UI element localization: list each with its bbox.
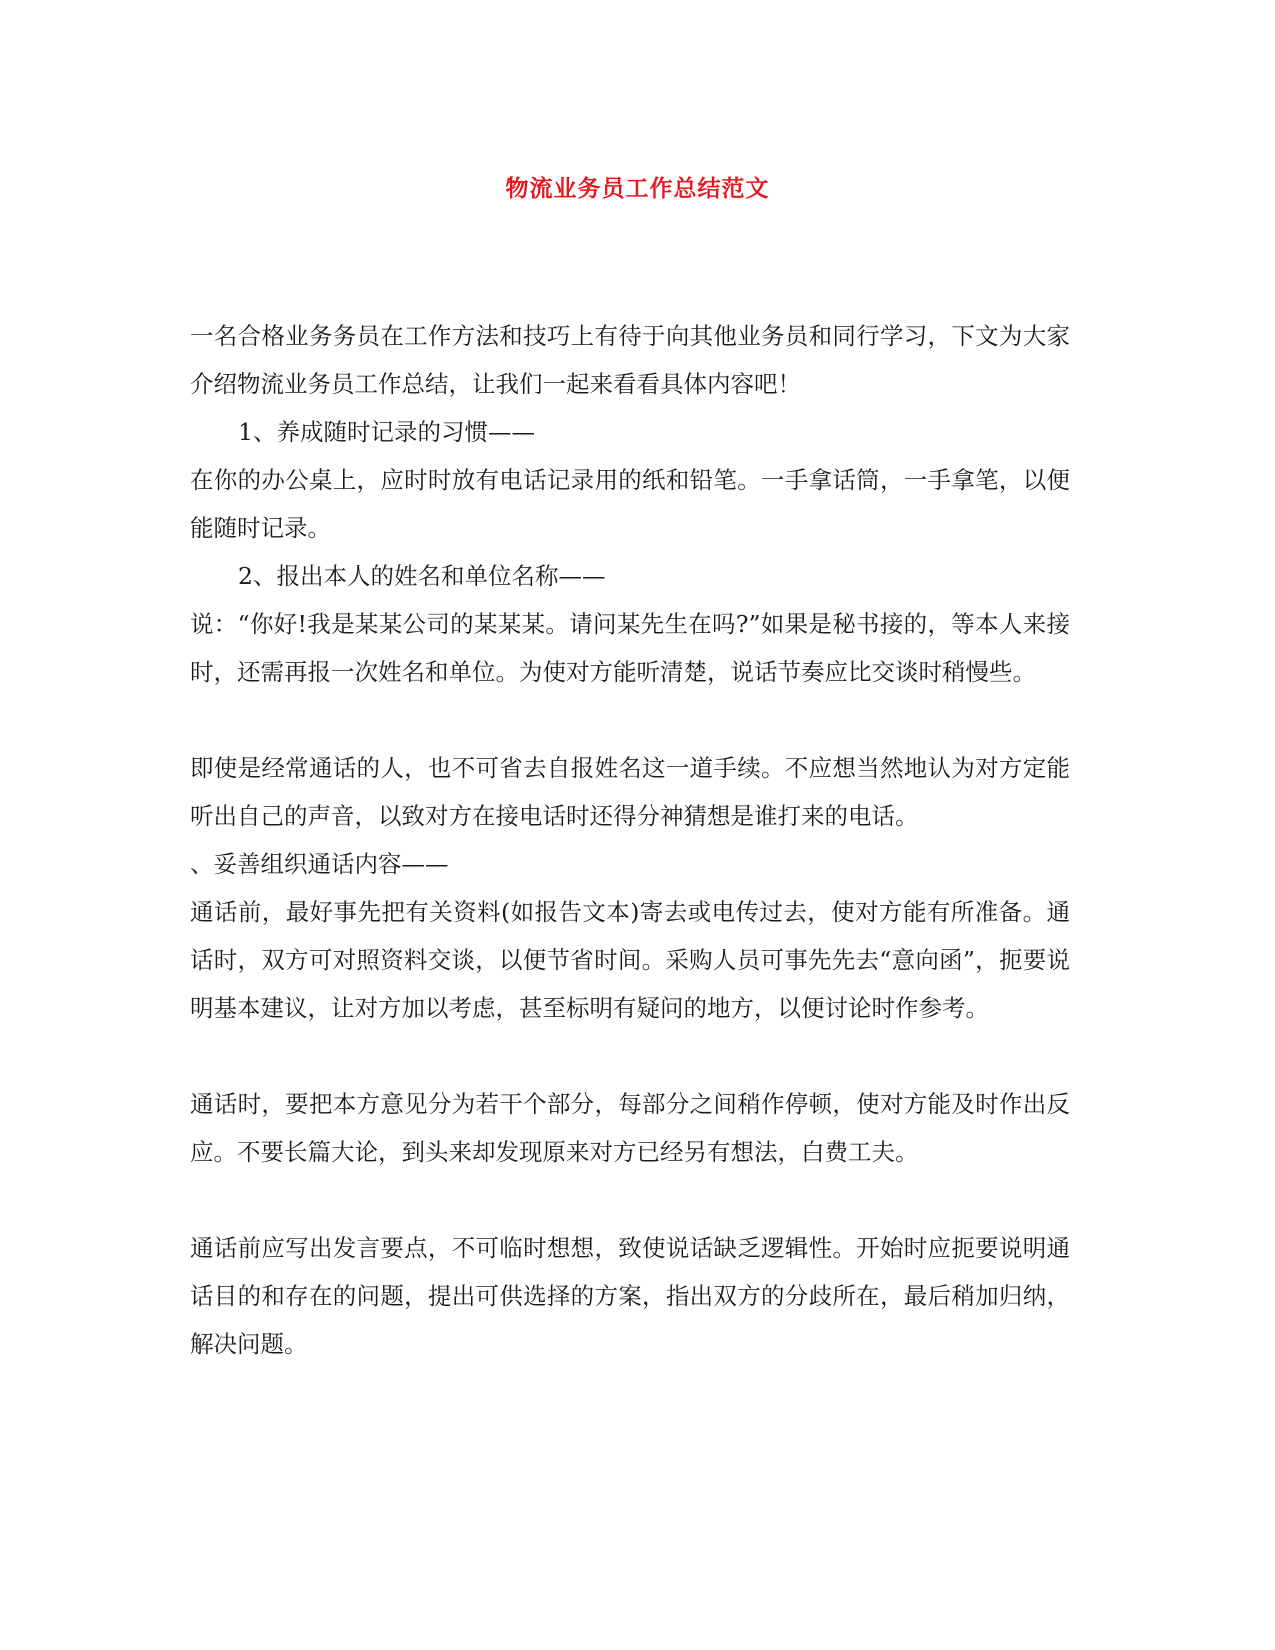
- paragraph-self-intro: 即使是经常通话的人，也不可省去自报姓名这一道手续。不应想当然地认为对方定能听出自己的声音，以致对方在接电话时还得分神猜想是谁打来的电话。: [190, 754, 1070, 830]
- paragraph-gap: [190, 1176, 1070, 1224]
- paragraph-pause: 通话时，要把本方意见分为若干个部分，每部分之间稍作停顿，使对方能及时作出反应。不要长篇大论，到头来却发现原来对方已经另有想法，白费工夫。: [190, 1090, 1070, 1166]
- paragraph-gap: [190, 1032, 1070, 1080]
- document-body: [190, 312, 1070, 1368]
- paragraph-gap: [190, 696, 1070, 744]
- paragraph-item-3: 通话前，最好事先把有关资料(如报告文本)寄去或电传过去，使对方能有所准备。通话时，双方可对照资料交谈，以便节省时间。采购人员可事先先去“意向函”，扼要说明基本建议，让对方加以考虑，甚至标明有疑问的地方，以便讨论时作参考。: [190, 898, 1070, 1022]
- paragraph-intro: 一名合格业务务员在工作方法和技巧上有待于向其他业务员和同行学习，下文为大家介绍物流业务员工作总结，让我们一起来看看具体内容吧！: [190, 322, 1070, 398]
- paragraph-item-2: 说：“你好!我是某某公司的某某某。请问某先生在吗?”如果是秘书接的，等本人来接时，还需再报一次姓名和单位。为使对方能听清楚，说话节奏应比交谈时稍慢些。: [190, 610, 1070, 686]
- document-title: 物流业务员工作总结范文: [505, 175, 770, 202]
- heading-item-3: 、妥善组织通话内容——: [190, 850, 449, 878]
- heading-item-2: 2、报出本人的姓名和单位名称——: [238, 562, 606, 590]
- paragraph-outline: 通话前应写出发言要点，不可临时想想，致使说话缺乏逻辑性。开始时应扼要说明通话目的和存在的问题，提出可供选择的方案，指出双方的分歧所在，最后稍加归纳，解决问题。: [190, 1234, 1070, 1358]
- heading-item-1: 1、养成随时记录的习惯——: [238, 418, 535, 446]
- paragraph-item-1: 在你的办公桌上，应时时放有电话记录用的纸和铅笔。一手拿话筒，一手拿笔，以便能随时记录。: [190, 466, 1070, 542]
